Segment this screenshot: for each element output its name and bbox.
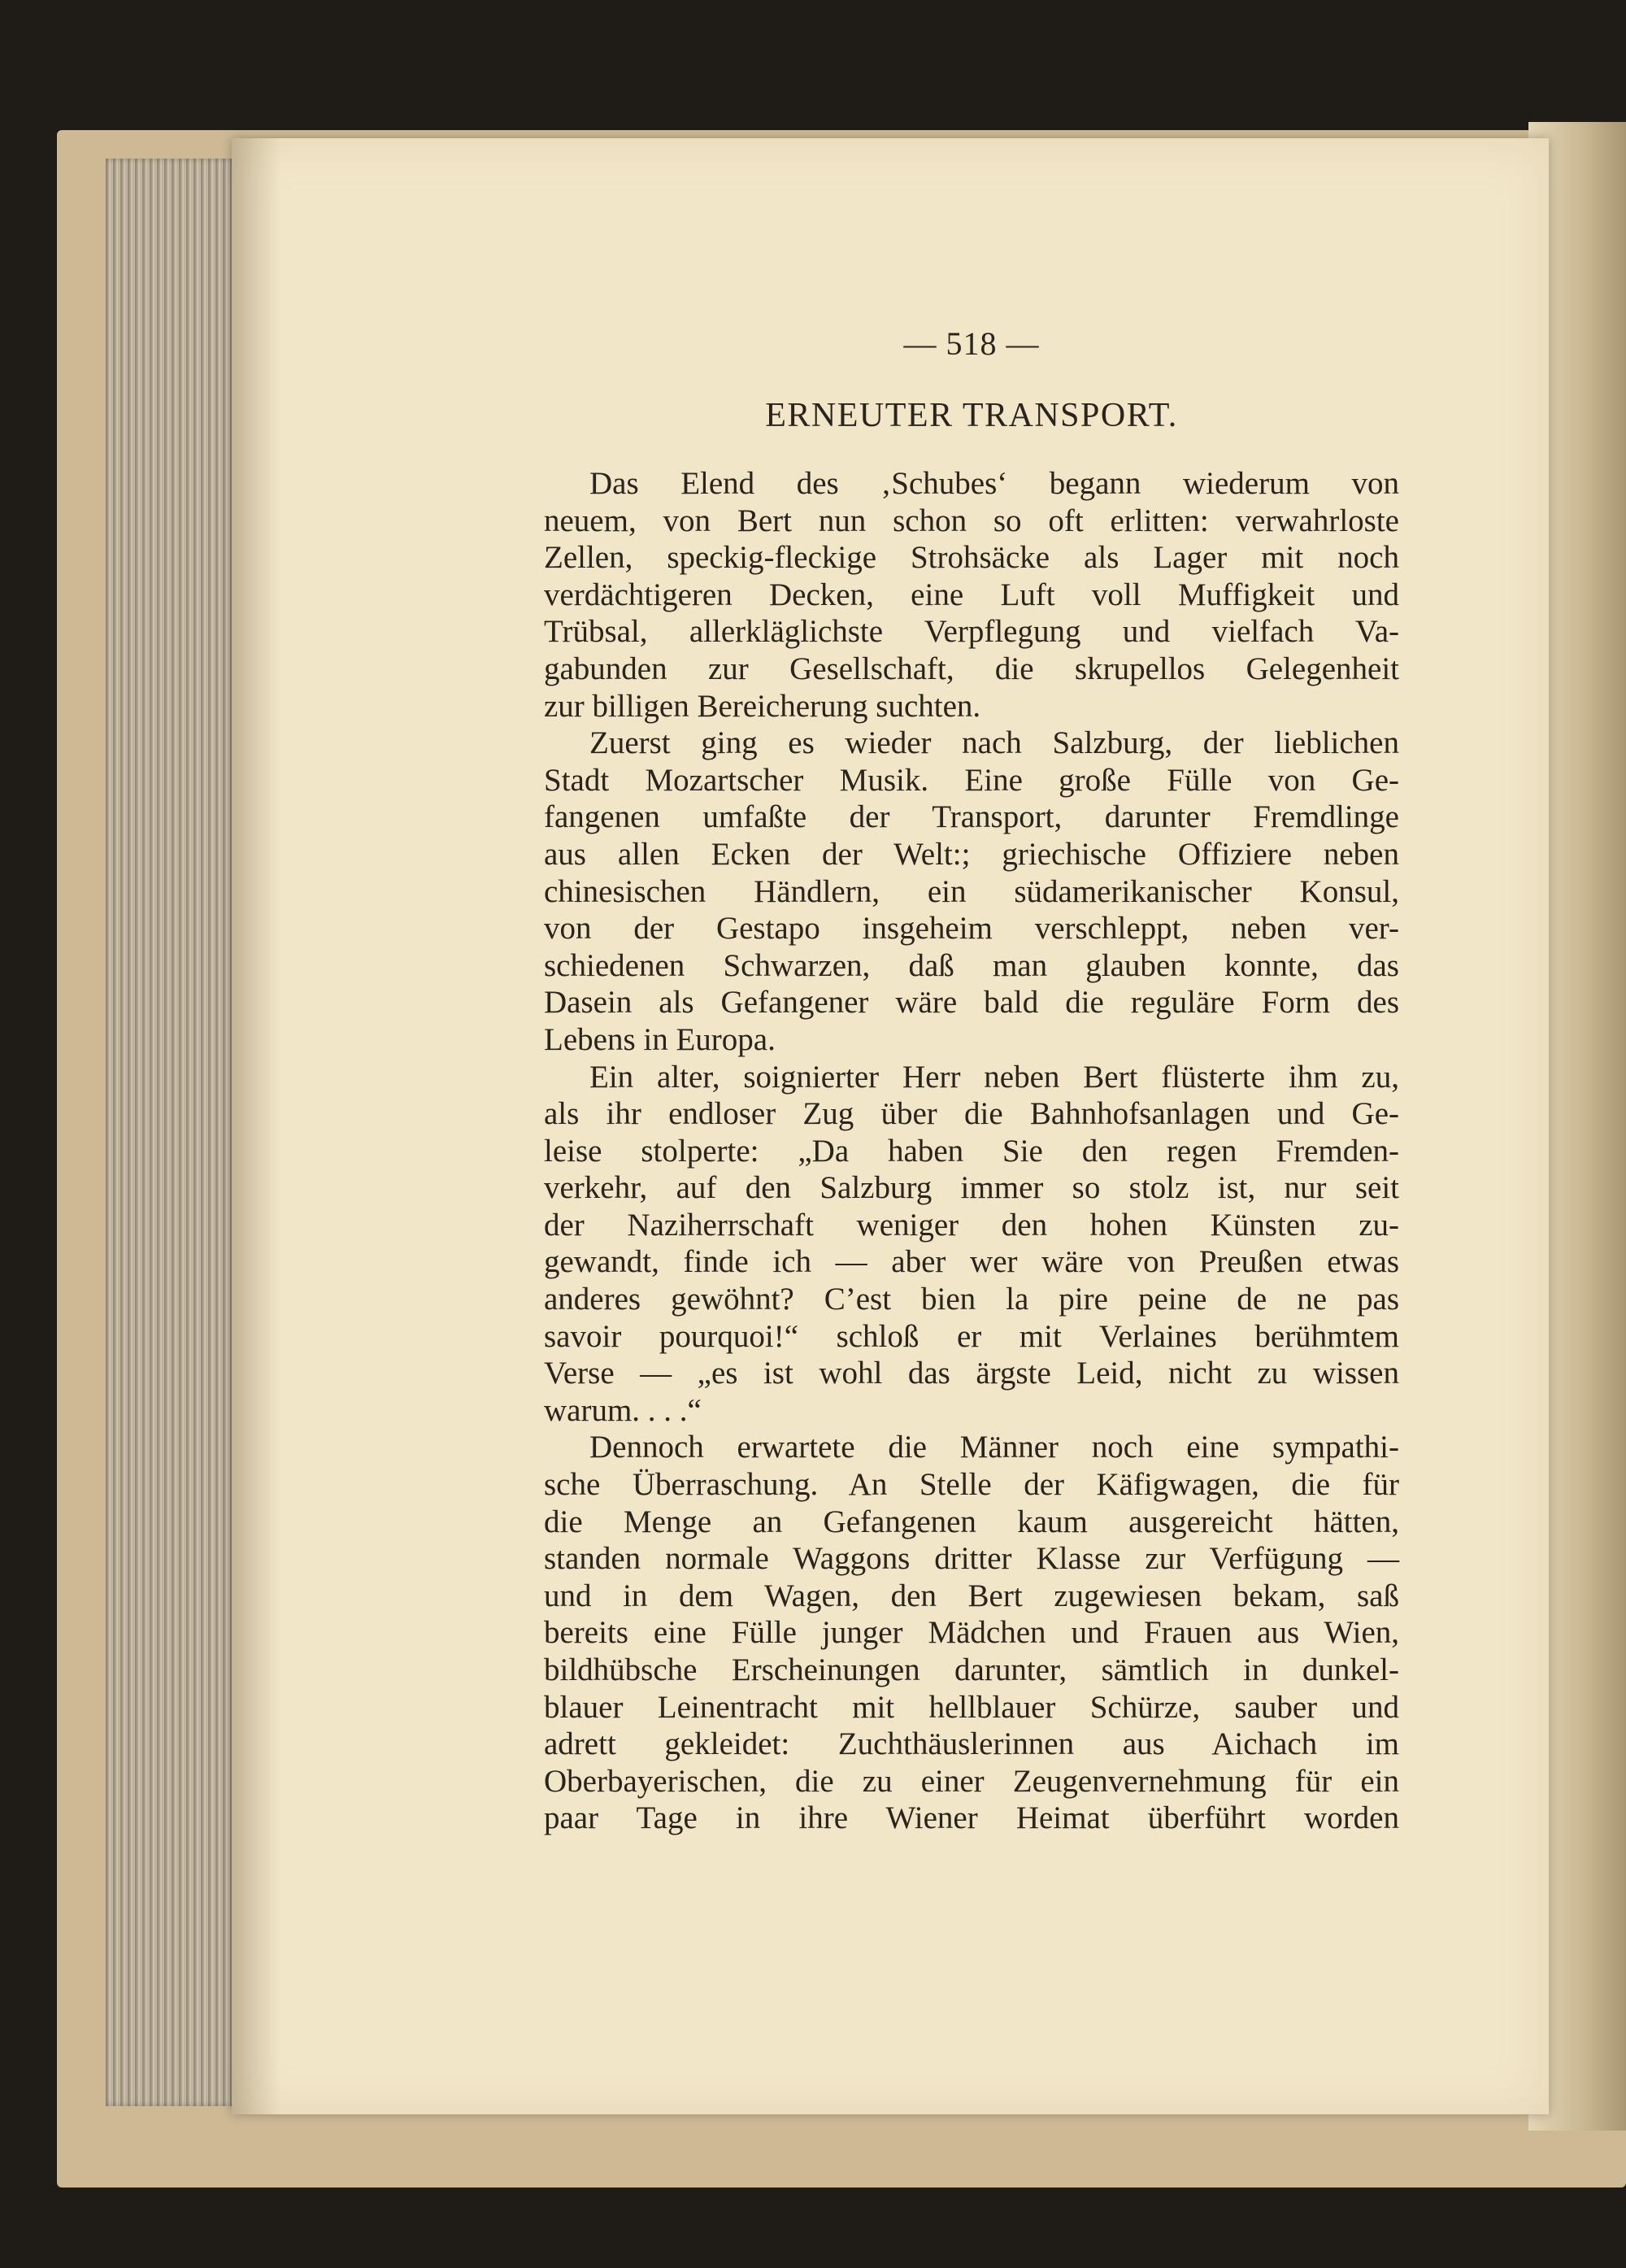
text-line: verdächtigeren Decken, eine Luft voll Muffigkeit und: [544, 577, 1399, 612]
paragraph-4: [544, 1429, 1399, 1837]
text-line: als ihr endloser Zug über die Bahnhofsanlagen und Ge-: [544, 1096, 1399, 1132]
page-gutter-shadow: [232, 138, 280, 2114]
text-line: schiedenen Schwarzen, daß man glauben konnte, das: [544, 947, 1399, 983]
text-line: Oberbayerischen, die zu einer Zeugenvernehmung für ein: [544, 1763, 1399, 1799]
text-line: fangenen umfaßte der Transport, darunter Fremdlinge: [544, 799, 1399, 835]
page-text-block: [544, 324, 1399, 1837]
text-line: bereits eine Fülle junger Mädchen und Frauen aus Wien,: [544, 1615, 1399, 1651]
text-line: savoir pourquoi!“ schloß er mit Verlaines berühmtem: [544, 1318, 1399, 1354]
text-line: gewandt, finde ich — aber wer wäre von Preußen etwas: [544, 1244, 1399, 1280]
stacked-page-edges: [106, 159, 236, 2106]
text-line: Lebens in Europa.: [544, 1021, 776, 1057]
text-line: die Menge an Gefangenen kaum ausgereicht hätten,: [544, 1504, 1399, 1539]
text-line: chinesischen Händlern, ein südamerikanischer Konsul,: [544, 873, 1399, 909]
text-line: Dasein als Gefangener wäre bald die reguläre Form des: [544, 985, 1399, 1021]
paragraph-3: [544, 1059, 1399, 1430]
text-line: Trübsal, allerkläglichste Verpflegung und vielfach Va-: [544, 614, 1399, 650]
text-line: warum. . . .“: [544, 1392, 702, 1428]
text-line: standen normale Waggons dritter Klasse zur Verfügung —: [544, 1541, 1399, 1577]
text-line: und in dem Wagen, den Bert zugewiesen bekam, saß: [544, 1578, 1399, 1613]
text-line: bildhübsche Erscheinungen darunter, sämtlich in dunkel-: [544, 1652, 1399, 1687]
text-line: von der Gestapo insgeheim verschleppt, neben ver-: [544, 911, 1399, 947]
text-line: Dennoch erwartete die Männer noch eine sympathi-: [589, 1430, 1399, 1465]
text-line: zur billigen Bereicherung suchten.: [544, 688, 981, 724]
text-line: blauer Leinentracht mit hellblauer Schürze, sauber und: [544, 1689, 1399, 1725]
text-line: Zellen, speckig-fleckige Strohsäcke als Lager mit noch: [544, 540, 1399, 576]
text-line: aus allen Ecken der Welt:; griechische Offiziere neben: [544, 836, 1399, 872]
text-line: adrett gekleidet: Zuchthäuslerinnen aus Aichach im: [544, 1726, 1399, 1762]
page-number: — 518 —: [903, 325, 1040, 362]
text-line: verkehr, auf den Salzburg immer so stolz ist, nur seit: [544, 1170, 1399, 1206]
chapter-title: ERNEUTER TRANSPORT.: [765, 397, 1178, 434]
paragraph-2: [544, 725, 1399, 1058]
text-line: Stadt Mozartscher Musik. Eine große Fülle von Ge-: [544, 762, 1399, 798]
text-line: Das Elend des ‚Schubes‘ begann wiederum von: [589, 466, 1399, 501]
text-line: Verse — „es ist wohl das ärgste Leid, nicht zu wissen: [544, 1356, 1399, 1391]
text-line: der Naziherrschaft weniger den hohen Künsten zu-: [544, 1207, 1399, 1243]
text-line: paar Tage in ihre Wiener Heimat überführt worden: [544, 1800, 1399, 1836]
text-line: Ein alter, soignierter Herr neben Bert flüsterte ihm zu,: [589, 1059, 1399, 1095]
text-line: sche Überraschung. An Stelle der Käfigwagen, die für: [544, 1467, 1399, 1503]
text-line: anderes gewöhnt? C’est bien la pire peine de ne pas: [544, 1282, 1399, 1317]
text-line: neuem, von Bert nun schon so oft erlitten: verwahrloste: [544, 503, 1399, 538]
text-line: Zuerst ging es wieder nach Salzburg, der lieblichen: [589, 725, 1399, 761]
paragraph-1: [544, 465, 1399, 725]
text-line: leise stolperte: „Da haben Sie den regen Fremden-: [544, 1133, 1399, 1169]
text-line: gabunden zur Gesellschaft, die skrupellos Gelegenheit: [544, 651, 1399, 686]
